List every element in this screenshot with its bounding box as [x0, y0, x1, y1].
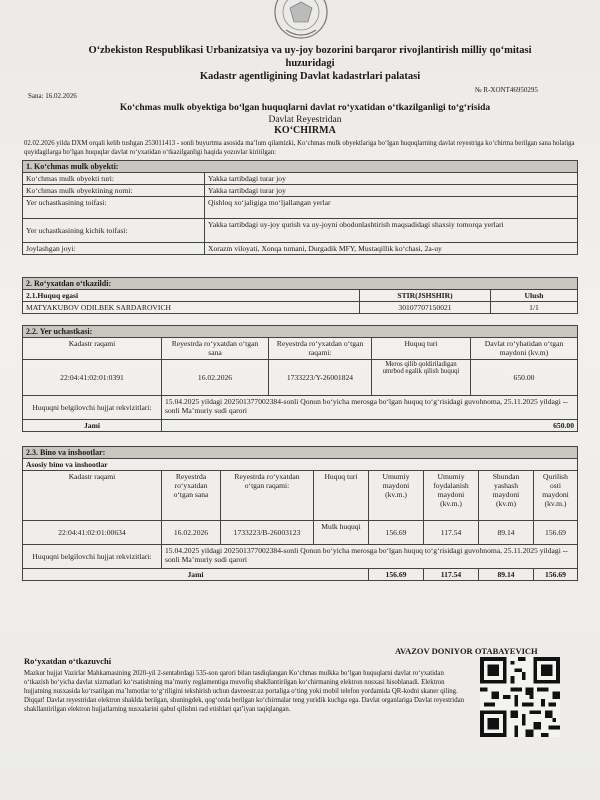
share-header: Ulush [491, 290, 578, 302]
living-area: 89.14 [479, 521, 534, 545]
total-label: Jami [23, 420, 162, 432]
state-emblem-icon [268, 0, 334, 40]
org-name-line3: Kadastr agentligining Davlat kadastrlari palatasi [199, 71, 421, 82]
land-plot-table [22, 325, 578, 432]
col-header: Umumiy maydoni (kv.m.) [369, 471, 424, 521]
total-value: 156.69 [369, 569, 424, 581]
common-area: 117.54 [424, 521, 479, 545]
field-label: Ko‘chmas mulk obyekti turi: [23, 173, 205, 185]
col-header: Reyestrda ro‘yxatdan o‘tgan raqami: [269, 338, 372, 360]
field-label: Yer uchastkasining kichik toifasi: [23, 219, 205, 243]
owner-name: MATYAKUBOV ODILBEK SARDAROVICH [23, 302, 360, 314]
col-header: Huquq turi [314, 471, 369, 521]
total-value: 650.00 [162, 420, 578, 432]
col-header: Shundan yashash maydoni (kv.m) [479, 471, 534, 521]
doc-title-line2: Davlat Reyestridan [268, 115, 342, 125]
issue-date: Sana: 16.02.2026 [28, 92, 77, 100]
org-name-line1: O‘zbekiston Respublikasi Urbanizatsiya va uy-joy bozorini barqaror rivojlantirish milliy qo‘mitasi [88, 45, 532, 56]
total-value: 117.54 [424, 569, 479, 581]
field-value: Xorazm viloyati, Xonqa tumani, Durgadik MFY, Mustaqillik ko‘chasi, 2a-uy [205, 243, 578, 255]
section-title: 2.3. Bino va inshootlar: [23, 447, 578, 459]
col-header: Umumiy foydalanish maydoni (kv.m.) [424, 471, 479, 521]
field-value: Yakka tartibdagi turar joy [205, 185, 578, 197]
doc-label: Huquqni belgilovchi hujjat rekvizitlari: [23, 396, 162, 420]
field-value: Yakka tartibdagi turar joy [205, 173, 578, 185]
field-label: Yer uchastkasining toifasi: [23, 197, 205, 219]
col-header: Kadastr raqami [23, 471, 162, 521]
buildings-table [22, 446, 578, 581]
qr-code-icon[interactable] [480, 657, 560, 737]
doc-title-line1: Ko‘chmas mulk obyektiga bo‘lgan huquqlarni davlat ro‘yxatidan o‘tkazilganligi to‘g‘risida [119, 103, 491, 113]
right-type: Meros qilib qoldiriladigan umrbod egalik qilish huquqi [372, 360, 471, 396]
doc-label: Huquqni belgilovchi hujjat rekvizitlari: [23, 545, 162, 569]
intro-text: 02.02.2026 yilda DXM orqali kelib tushgan 253011413 - sonli buyurtma asosida ma’lum qilamizki, Ko‘chmas mulk obyektlariga bo‘lgan huquqlarning davlat reyestriga ko‘chirma berilgan sana holatiga quyidagilarga bo‘lgan huquqlar davlat ro‘yxatidan o‘tkazilganligi haqida yozuvlar kiritilgan: [24, 140, 575, 156]
col-header: Qurilish osti maydoni (kv.m.) [534, 471, 578, 521]
doc-title: KO‘CHIRMA [274, 125, 336, 136]
total-value: 156.69 [534, 569, 578, 581]
col-header: Reyestrda ro‘yxatdan o‘tgan sana [162, 338, 269, 360]
field-label: Joylashgan joyi: [23, 243, 205, 255]
doc-text: 15.04.2025 yildagi 202501377002384-sonli Qonun bo‘yicha merosga bo‘lgan huquq to‘g‘risidagi guvohnoma, 25.11.2025 yildagi --sonli Ma’muriy sudi qarori [162, 545, 578, 569]
total-value: 89.14 [479, 569, 534, 581]
section-title: 2. Ro‘yxatdan o‘tkazildi: [23, 278, 578, 290]
col-header: Kadastr raqami [23, 338, 162, 360]
register-date: 16.02.2026 [162, 521, 221, 545]
total-area: 156.69 [369, 521, 424, 545]
col-header: Reyestrda ro‘yxatdan o‘tgan sana [162, 471, 221, 521]
footer-text: Mazkur hujjat Vazirlar Mahkamasining 2020-yil 2-sentabrdagi 535-son qarori bilan tasdiqlangan Ko‘chmas mulkka bo‘lgan huquqlarni davlat ro‘yxatidan o‘tkazish bo‘yicha davlat xizmatlari ko‘rsatishning ma’muriy reglamentiga muvofiq shakllantirilgan ko‘chirmaning elektron nusxasi hisoblanadi. Elektron hujjatning nusxasida ko‘rsatilgan ma’lumotlar to‘g‘riligini tekshirish uchun davreestr.uz portaliga o‘ting yoki mobil telefon yordamida QR-kodni skaner qiling. Diqqat! Davlat reyestridan elektron shaklda berilgan, shuningdek, qog‘ozda berilgan ko‘chirmalar teng yuridik kuchga ega. Davlat organlariga Davlat reyestridan shakllantirilgan elektron hujjatlarning nusxalarini qabul qilishni rad etishlari qat’iyan taqiqlangan. [24, 670, 465, 713]
field-value: Qishloq xo‘jaligiga mo‘ljallangan yerlar [205, 197, 578, 219]
col-header: Reyestrda ro‘yxatdan o‘tgan raqami: [221, 471, 314, 521]
total-label: Jami [23, 569, 369, 581]
area-value: 650.00 [471, 360, 578, 396]
field-label: Ko‘chmas mulk obyektining nomi: [23, 185, 205, 197]
register-date: 16.02.2026 [162, 360, 269, 396]
section-title: 2.2. Yer uchastkasi: [23, 326, 578, 338]
register-number: 1733223/Y-26001824 [269, 360, 372, 396]
cadastre-number: 22:04:41:02:01:00634 [23, 521, 162, 545]
section-title: 1. Ko‘chmas mulk obyekti: [23, 161, 578, 173]
cadastre-number: 22:04:41:02:01:0391 [23, 360, 162, 396]
owner-stir: 30107707150021 [360, 302, 491, 314]
section-1-table [22, 160, 578, 255]
footprint-area: 156.69 [534, 521, 578, 545]
signer-name: AVAZOV DONIYOR OTABAYEVICH [395, 646, 538, 656]
doc-text: 15.04.2025 yildagi 202501377002384-sonli Qonun bo‘yicha merosga bo‘lgan huquq to‘g‘risidagi guvohnoma, 25.11.2025 yildagi --sonli Ma’muriy sudi qarori [162, 396, 578, 420]
section-2-table [22, 277, 578, 314]
field-value: Yakka tartibdagi uy-joy qurish va uy-joyni obodonlashtirish maqsadidagi shaxsiy tomorqa yerlari [205, 219, 578, 243]
owner-subtitle: 2.1.Huquq egasi [23, 290, 360, 302]
col-header: Huquq turi [372, 338, 471, 360]
register-number: 1733223/B-26003123 [221, 521, 314, 545]
col-header: Davlat ro‘yhatidan o‘tgan maydoni (kv.m) [471, 338, 578, 360]
stir-header: STIR(JSHSHIR) [360, 290, 491, 302]
footer-title: Ro‘yxatdan o‘tkazuvchi [24, 656, 112, 666]
document-number: № R-XONT46950295 [475, 86, 538, 94]
owner-share: 1/1 [491, 302, 578, 314]
right-type: Mulk huquqi [314, 521, 369, 545]
org-name-line2: huzuridagi [285, 58, 335, 69]
section-subtitle: Asosiy bino va inshootlar [23, 459, 578, 471]
